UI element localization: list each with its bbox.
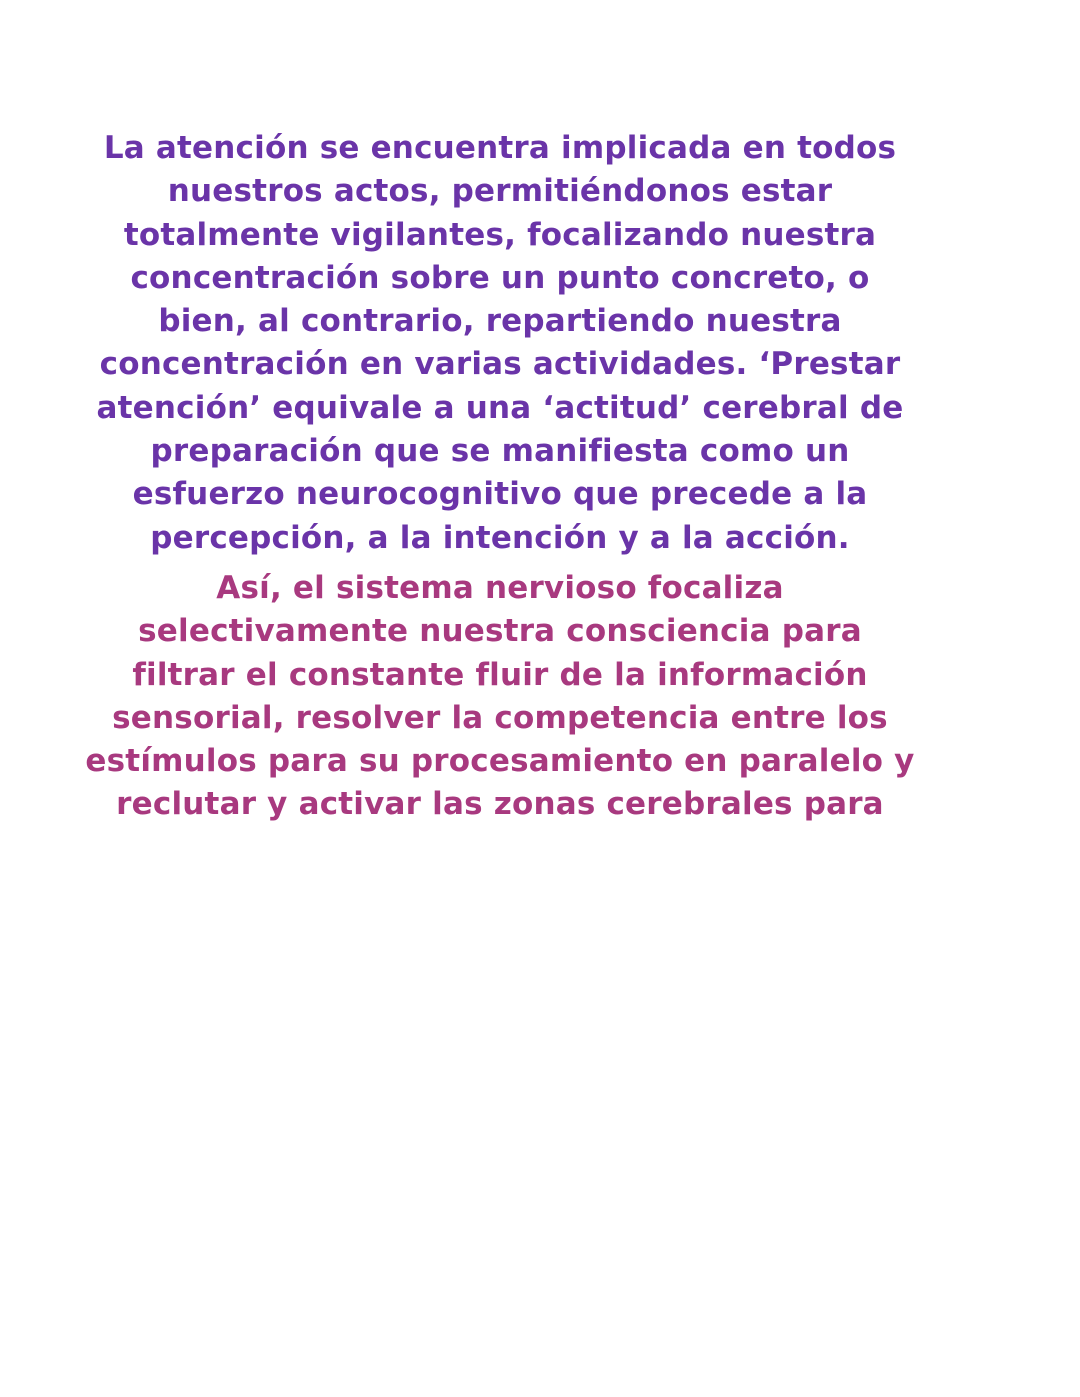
text-line: La atención se encuentra implicada en todos: [103, 130, 897, 166]
text-line: esfuerzo neurocognitivo que precede a la: [132, 476, 868, 513]
document-body: [60, 127, 940, 827]
text-line: Así, el sistema nervioso focaliza: [216, 569, 784, 606]
text-line: bien, al contrario, repartiendo nuestra: [158, 303, 842, 340]
paragraph-nervous-system: [60, 567, 940, 827]
text-line: reclutar y activar las zonas cerebrales para: [116, 786, 884, 823]
text-line: concentración en varias actividades. ‘Prestar: [99, 346, 901, 383]
text-line: nuestros actos, permitiéndonos estar: [167, 173, 833, 210]
text-line: selectivamente nuestra consciencia para: [138, 613, 862, 650]
text-line: filtrar el constante fluir de la información: [132, 656, 868, 693]
text-line: concentración sobre un punto concreto, o: [130, 259, 870, 296]
text-line: atención’ equivale a una ‘actitud’ cerebral de: [96, 389, 904, 426]
text-line: percepción, a la intención y a la acción.: [150, 519, 850, 556]
text-line: totalmente vigilantes, focalizando nuestra: [123, 216, 877, 253]
text-line: preparación que se manifiesta como un: [150, 433, 850, 470]
text-line: estímulos para su procesamiento en paralelo y: [85, 743, 915, 780]
text-line: sensorial, resolver la competencia entre los: [112, 699, 888, 736]
paragraph-attention-definition: [60, 127, 940, 560]
